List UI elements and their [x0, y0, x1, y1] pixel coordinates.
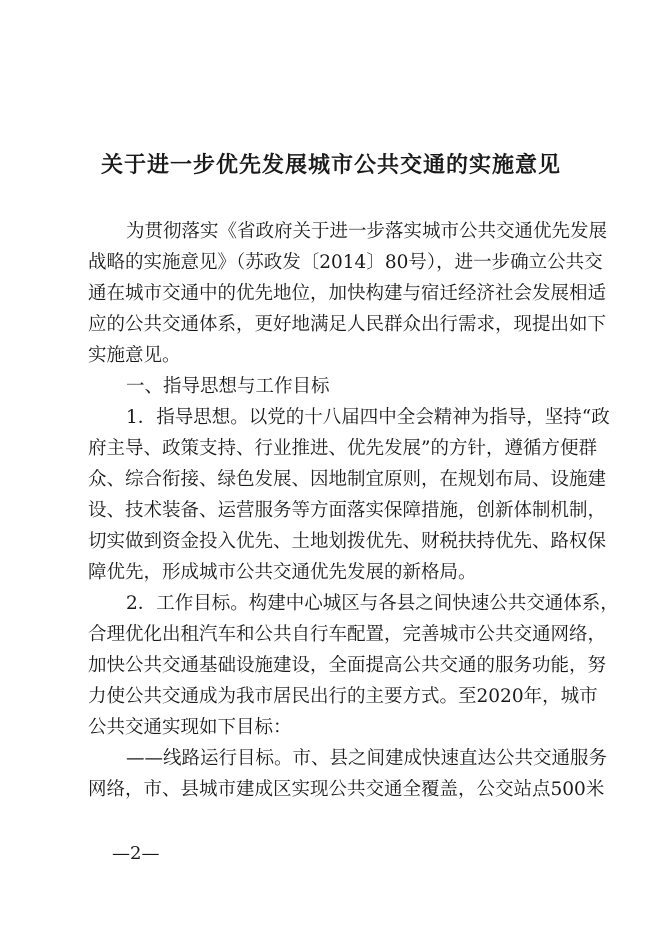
- text-line: 实施意见。: [88, 345, 181, 366]
- page-number: —2—: [112, 843, 160, 864]
- text-line: 战略的实施意见》（苏政发〔2014〕80号），进一步确立公共交: [88, 252, 603, 273]
- text-line: 众、综合衔接、绿色发展、因地制宜原则，在规划布局、设施建: [88, 469, 607, 490]
- text-line: 加快公共交通基础设施建设，全面提高公共交通的服务功能，努: [88, 655, 607, 676]
- text-line: 2．工作目标。构建中心城区与各县之间快速公共交通体系，: [126, 593, 619, 614]
- text-line: 切实做到资金投入优先、土地划拨优先、财税扶持优先、路权保: [88, 531, 607, 552]
- text-line: 通在城市交通中的优先地位，加快构建与宿迁经济社会发展相适: [88, 283, 607, 304]
- document-body: [88, 216, 619, 805]
- document-title: 关于进一步优先发展城市公共交通的实施意见: [100, 152, 561, 178]
- text-line: 应的公共交通体系，更好地满足人民群众出行需求，现提出如下: [88, 314, 607, 335]
- text-line: 力使公共交通成为我市居民出行的主要方式。至2020年，城市: [88, 686, 598, 707]
- text-line: 1．指导思想。以党的十八届四中全会精神为指导，坚持“政: [126, 407, 610, 428]
- text-line: 设、技术装备、运营服务等方面落实保障措施，创新体制机制，: [88, 500, 607, 521]
- text-line: 障优先，形成城市公共交通优先发展的新格局。: [88, 562, 477, 583]
- text-line: 为贯彻落实《省政府关于进一步落实城市公共交通优先发展: [126, 221, 608, 242]
- text-line: 府主导、政策支持、行业推进、优先发展”的方针，遵循方便群: [88, 438, 597, 459]
- text-line: 网络，市、县城市建成区实现公共交通全覆盖，公交站点500米: [88, 779, 605, 800]
- text-line: 合理优化出租汽车和公共自行车配置，完善城市公共交通网络，: [88, 624, 607, 645]
- text-line: 公共交通实现如下目标：: [88, 717, 292, 738]
- text-line: 一、指导思想与工作目标: [126, 376, 330, 397]
- text-line: ——线路运行目标。市、县之间建成快速直达公共交通服务: [126, 748, 608, 769]
